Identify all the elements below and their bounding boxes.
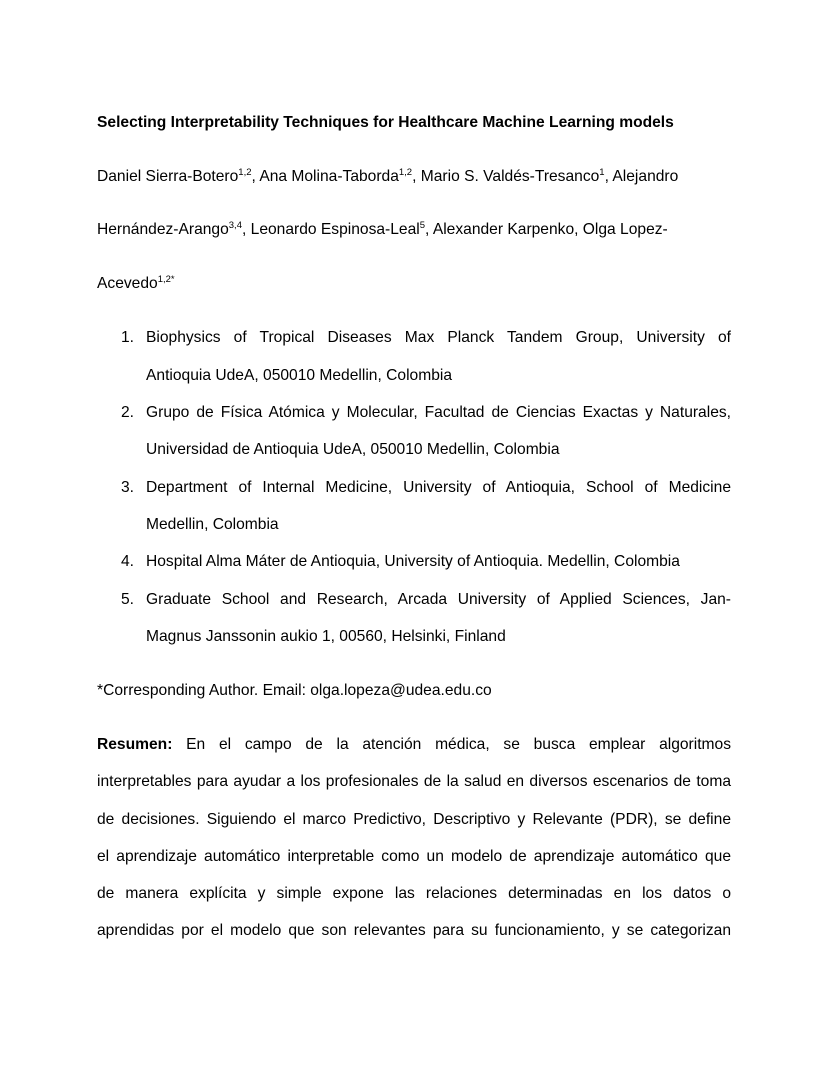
author-line-3 xyxy=(97,275,175,293)
author-affiliation-sup: 3,4 xyxy=(228,220,242,231)
author-name: Leonardo Espinosa-Leal xyxy=(250,221,420,238)
author-affiliation-sup: 1 xyxy=(599,167,605,178)
author-affiliation-sup: 1,2 xyxy=(398,167,413,178)
affiliation-text: Biophysics of Tropical Diseases Max Planck Tandem Group, University of xyxy=(146,329,731,346)
author-line-1 xyxy=(97,168,678,186)
author-separator: , xyxy=(412,168,421,185)
affiliation-text: Graduate School and Research, Arcada University of Applied Sciences, Jan- xyxy=(146,591,731,608)
affiliation-text: Department of Internal Medicine, University of Antioquia, School of Medicine xyxy=(146,479,731,496)
author-name: Mario S. Valdés-Tresanco xyxy=(420,168,600,185)
affiliation-text: Medellin, Colombia xyxy=(146,516,279,533)
author-name: Acevedo xyxy=(97,275,158,292)
abstract-text: En el campo de la atención médica, se busca emplear algoritmos xyxy=(172,736,731,753)
author-affiliation-sup: 1,2* xyxy=(157,274,175,285)
abstract-line: interpretables para ayudar a los profesionales de la salud en diversos escenarios de toma xyxy=(97,773,731,790)
author-name: Hernández-Arango xyxy=(97,221,229,238)
corresponding-author: *Corresponding Author. Email: olga.lopeza@udea.edu.co xyxy=(97,682,492,699)
affiliation-text: Magnus Janssonin aukio 1, 00560, Helsinki, Finland xyxy=(146,628,506,645)
abstract-line: de manera explícita y simple expone las relaciones determinadas en los datos o xyxy=(97,885,731,902)
author-name: Daniel Sierra-Botero xyxy=(97,168,239,185)
abstract-line: aprendidas por el modelo que son relevantes para su funcionamiento, y se categorizan xyxy=(97,922,731,939)
affiliation-number: 1. xyxy=(121,329,135,346)
author-separator: , Alejandro xyxy=(604,168,679,185)
affiliation-text: Universidad de Antioquia UdeA, 050010 Medellin, Colombia xyxy=(146,441,560,458)
affiliation-text: Hospital Alma Máter de Antioquia, University of Antioquia. Medellin, Colombia xyxy=(146,553,680,570)
affiliation-number: 3. xyxy=(121,479,135,496)
author-name: Ana Molina-Taborda xyxy=(259,168,399,185)
affiliation-number: 5. xyxy=(121,591,135,608)
author-line-2 xyxy=(97,221,668,239)
affiliation-text: Grupo de Física Atómica y Molecular, Facultad de Ciencias Exactas y Naturales, xyxy=(146,404,731,421)
abstract-label: Resumen: xyxy=(97,736,173,753)
abstract-line: el aprendizaje automático interpretable como un modelo de aprendizaje automático que xyxy=(97,848,731,865)
affiliation-number: 4. xyxy=(121,553,135,570)
affiliation-number: 2. xyxy=(121,404,135,421)
paper-title: Selecting Interpretability Techniques for Healthcare Machine Learning models xyxy=(97,114,674,131)
author-separator: , xyxy=(251,168,260,185)
author-affiliation-sup: 1,2 xyxy=(238,167,252,178)
author-separator: , Alexander Karpenko, Olga Lopez- xyxy=(425,221,668,238)
abstract-line xyxy=(97,736,731,754)
author-separator: , xyxy=(241,221,251,238)
affiliation-text: Antioquia UdeA, 050010 Medellin, Colombia xyxy=(146,367,453,384)
abstract-line: de decisiones. Siguiendo el marco Predictivo, Descriptivo y Relevante (PDR), se define xyxy=(97,811,731,828)
author-affiliation-sup: 5 xyxy=(419,220,426,231)
